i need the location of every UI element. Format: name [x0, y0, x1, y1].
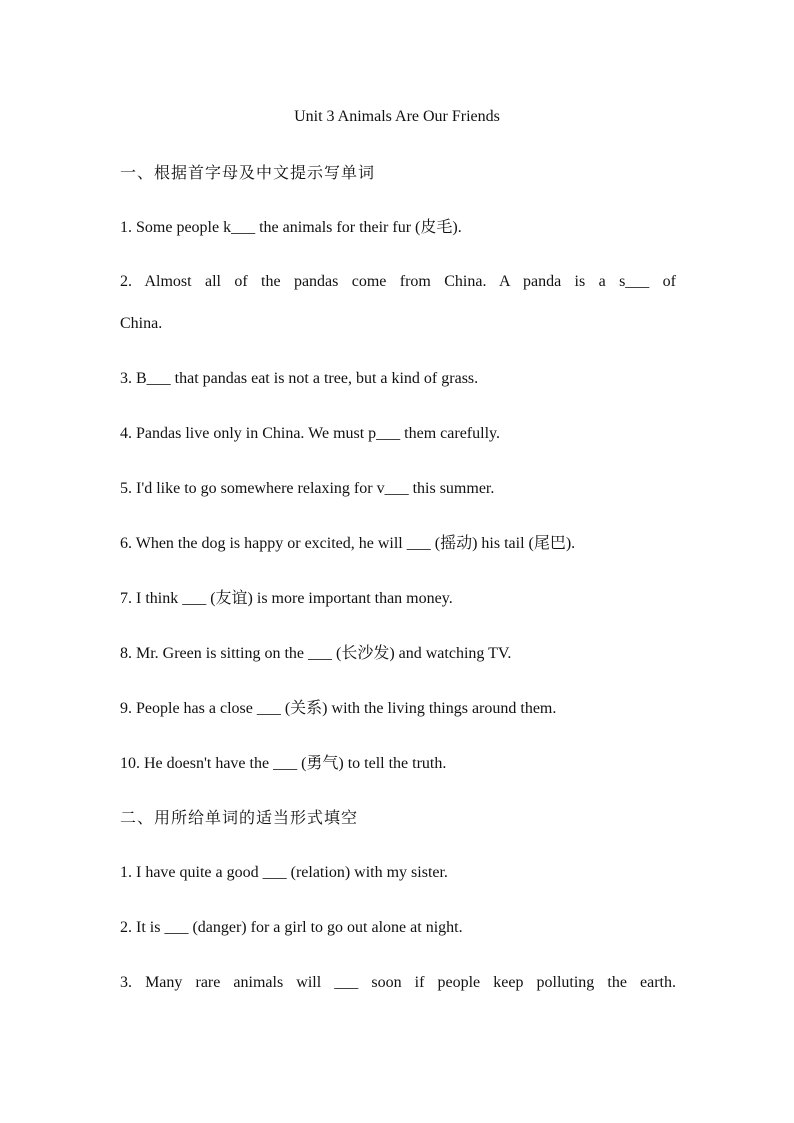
- question-1-8: 8. Mr. Green is sitting on the ___ (长沙发) and watching TV.: [120, 645, 512, 662]
- section-2-heading: 二、用所给单词的适当形式填空: [120, 808, 359, 827]
- question-1-5: 5. I'd like to go somewhere relaxing for v___ this summer.: [120, 480, 495, 497]
- question-1-2-continuation: China.: [120, 315, 163, 332]
- question-2-1: 1. I have quite a good ___ (relation) with my sister.: [120, 864, 448, 881]
- question-1-6: 6. When the dog is happy or excited, he will ___ (摇动) his tail (尾巴).: [120, 535, 576, 552]
- question-1-2: 2. Almost all of the pandas come from China. A panda is a s___ of: [120, 273, 676, 290]
- question-2-2: 2. It is ___ (danger) for a girl to go out alone at night.: [120, 919, 463, 936]
- section-1-heading: 一、根据首字母及中文提示写单词: [120, 163, 376, 182]
- question-1-4: 4. Pandas live only in China. We must p___ them carefully.: [120, 425, 500, 442]
- question-2-3: 3. Many rare animals will ___ soon if people keep polluting the earth.: [120, 974, 676, 991]
- question-1-1: 1. Some people k___ the animals for their fur (皮毛).: [120, 219, 462, 236]
- question-1-10: 10. He doesn't have the ___ (勇气) to tell the truth.: [120, 755, 447, 772]
- question-1-7: 7. I think ___ (友谊) is more important than money.: [120, 590, 453, 607]
- document-title: Unit 3 Animals Are Our Friends: [294, 108, 500, 125]
- question-1-9: 9. People has a close ___ (关系) with the living things around them.: [120, 700, 557, 717]
- question-1-3: 3. B___ that pandas eat is not a tree, but a kind of grass.: [120, 370, 479, 387]
